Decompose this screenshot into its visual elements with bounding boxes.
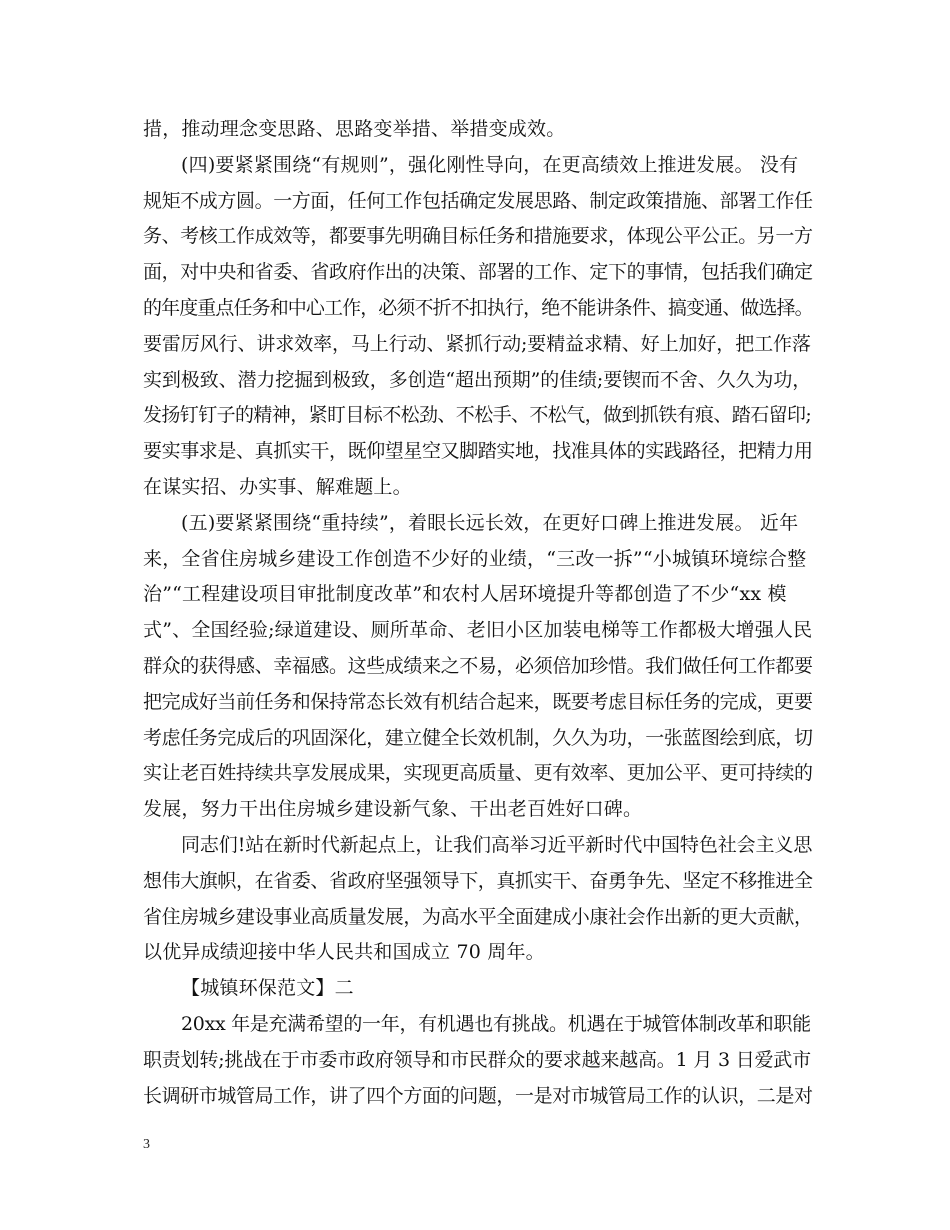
text-line: 【城镇环保范文】二 [181, 977, 354, 1000]
text-line: 长调研市城管局工作，讲了四个方面的问题，一是对市城管局工作的认识，二是对 [143, 1084, 813, 1107]
text-line: 来，全省住房城乡建设工作创造不少好的业绩，“三改一拆”“小城镇环境综合整 [143, 547, 807, 570]
text-line: 措，推动理念变思路、思路变举措、举措变成效。 [143, 118, 566, 140]
text-line: 实让老百姓持续共享发展成果，实现更高质量、更有效率、更加公平、更可持续的 [143, 762, 813, 785]
text-line: 要雷厉风行、讲求效率，马上行动、紧抓行动;要精益求精、好上加好，把工作落 [143, 332, 811, 355]
text-line: 治”“工程建设项目审批制度改革”和农村人居环境提升等都创造了不少“xx 模 [143, 583, 787, 606]
text-line: 在谋实招、办实事、解难题上。 [143, 475, 412, 498]
text-line: 想伟大旗帜，在省委、省政府坚强领导下，真抓实干、奋勇争先、坚定不移推进全 [143, 869, 813, 892]
text-line: 省住房城乡建设事业高质量发展，为高水平全面建成小康社会作出新的更大贡献， [143, 905, 813, 928]
text-line: 规矩不成方圆。一方面，任何工作包括确定发展思路、制定政策措施、部署工作任 [143, 189, 813, 212]
text-line: 职责划转;挑战在于市委市政府领导和市民群众的要求越来越高。1 月 3 日爱武市 [143, 1048, 811, 1071]
text-line: 式”、全国经验;绿道建设、厕所革命、老旧小区加装电梯等工作都极大增强人民 [143, 619, 813, 642]
text-line: 要实事求是、真抓实干，既仰望星空又脚踏实地，找准具体的实践路径，把精力用 [143, 440, 813, 463]
text-line: 务、考核工作成效等，都要事先明确目标任务和措施要求，体现公平公正。另一方 [143, 225, 813, 248]
text-line: (四)要紧紧围绕“有规则”，强化刚性导向，在更高绩效上推进发展。 没有 [181, 153, 799, 176]
text-line: 同志们!站在新时代新起点上，让我们高举习近平新时代中国特色社会主义思 [181, 833, 813, 856]
text-line: 发扬钉钉子的精神，紧盯目标不松劲、不松手、不松气，做到抓铁有痕、踏石留印; [143, 404, 812, 427]
text-line: 群众的获得感、幸福感。这些成绩来之不易，必须倍加珍惜。我们做任何工作都要 [143, 654, 813, 677]
document-body [143, 112, 813, 1114]
text-line: 考虑任务完成后的巩固深化，建立健全长效机制，久久为功，一张蓝图绘到底，切 [143, 726, 813, 749]
text-line: 面，对中央和省委、省政府作出的决策、部署的工作、定下的事情，包括我们确定 [143, 261, 813, 284]
text-line: 20xx 年是充满希望的一年，有机遇也有挑战。机遇在于城管体制改革和职能 [181, 1012, 811, 1035]
page-number: 3 [143, 1137, 150, 1152]
text-line: 发展，努力干出住房城乡建设新气象、干出老百姓好口碑。 [143, 798, 643, 821]
text-line: 实到极致、潜力挖掘到极致，多创造“超出预期”的佳绩;要锲而不舍、久久为功， [143, 368, 812, 391]
text-line: 把完成好当前任务和保持常态长效有机结合起来，既要考虑目标任务的完成，更要 [143, 690, 813, 713]
text-line: 的年度重点任务和中心工作，必须不折不扣执行，绝不能讲条件、搞变通、做选择。 [143, 296, 813, 319]
text-line: 以优异成绩迎接中华人民共和国成立 70 周年。 [143, 941, 545, 964]
text-line: (五)要紧紧围绕“重持续”，着眼长远长效，在更好口碑上推进发展。 近年 [181, 511, 799, 534]
